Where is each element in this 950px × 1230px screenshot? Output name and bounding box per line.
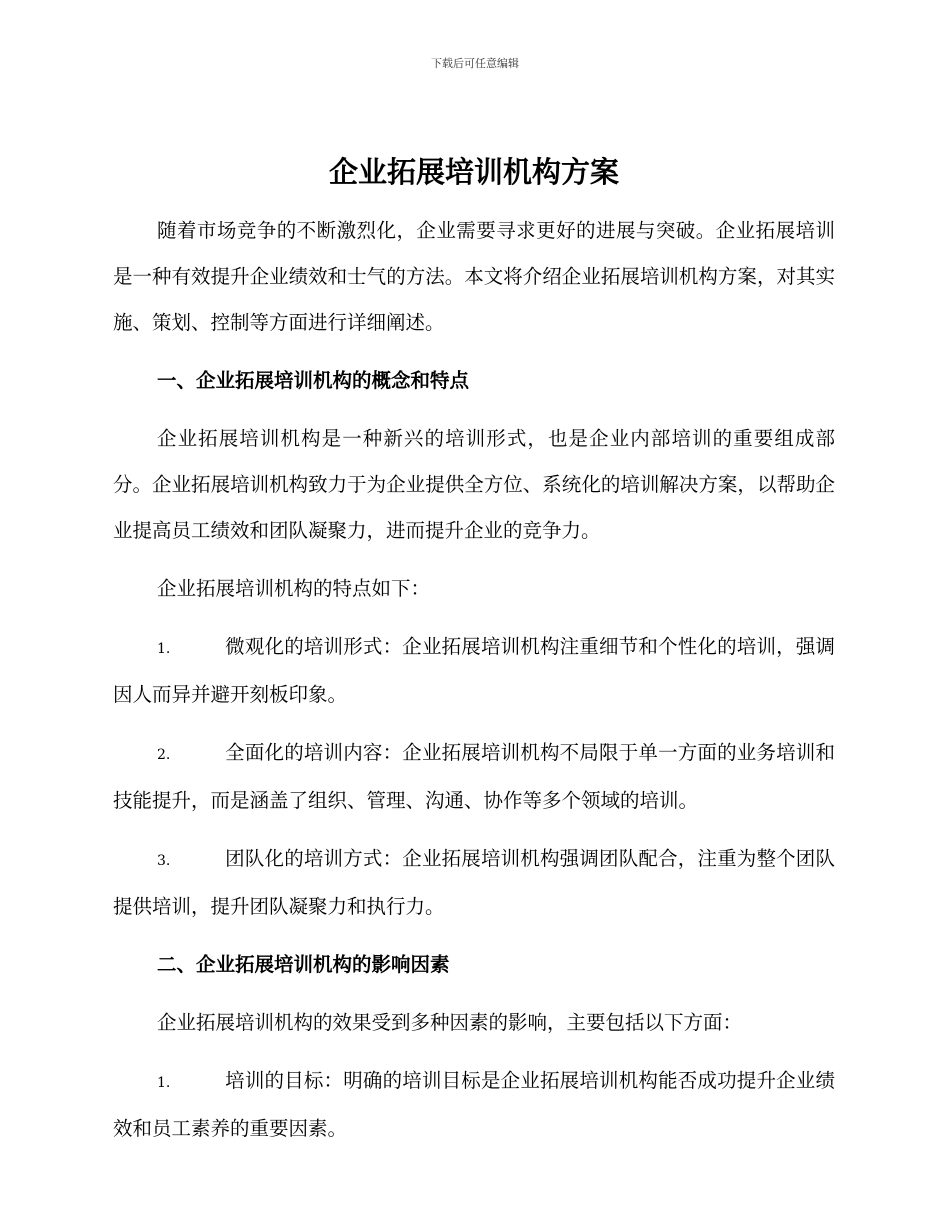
section-1-paragraph-1: 企业拓展培训机构是一种新兴的培训形式，也是企业内部培训的重要组成部分。企业拓展培训机构致力于为企业提供全方位、系统化的培训解决方案，以帮助企业提高员工绩效和团队凝聚力，进而提升企业的竞争力。	[113, 427, 835, 542]
list-item-text: 团队化的培训方式：企业拓展培训机构强调团队配合，注重为整个团队提供培训，提升团队凝聚力和执行力。	[113, 847, 835, 918]
section-1-heading: 一、企业拓展培训机构的概念和特点	[157, 369, 470, 392]
list-item	[113, 730, 835, 824]
page-header-note: 下载后可任意编辑	[431, 57, 519, 70]
intro-paragraph: 随着市场竞争的不断激烈化，企业需要寻求更好的进展与突破。企业拓展培训是一种有效提升企业绩效和士气的方法。本文将介绍企业拓展培训机构方案，对其实施、策划、控制等方面进行详细阐述。	[113, 219, 835, 334]
list-item-number: 2.	[157, 747, 171, 763]
list-item	[113, 836, 835, 930]
section-2-paragraph-1: 企业拓展培训机构的效果受到多种因素的影响，主要包括以下方面：	[157, 1011, 743, 1034]
list-item-number: 1.	[157, 1075, 171, 1091]
document-body	[113, 150, 835, 1152]
list-item-number: 1.	[157, 641, 171, 657]
section-2-heading: 二、企业拓展培训机构的影响因素	[157, 953, 450, 976]
list-item	[113, 1058, 835, 1152]
document-title: 企业拓展培训机构方案	[328, 155, 619, 189]
section-1-paragraph-2: 企业拓展培训机构的特点如下：	[157, 577, 431, 600]
list-item	[113, 624, 835, 718]
list-item-text: 微观化的培训形式：企业拓展培训机构注重细节和个性化的培训，强调因人而异并避开刻板印象。	[113, 635, 835, 706]
list-item-number: 3.	[157, 853, 171, 869]
list-item-text: 培训的目标：明确的培训目标是企业拓展培训机构能否成功提升企业绩效和员工素养的重要因素。	[113, 1069, 835, 1140]
list-item-text: 全面化的培训内容：企业拓展培训机构不局限于单一方面的业务培训和技能提升，而是涵盖了组织、管理、沟通、协作等多个领域的培训。	[113, 741, 835, 812]
